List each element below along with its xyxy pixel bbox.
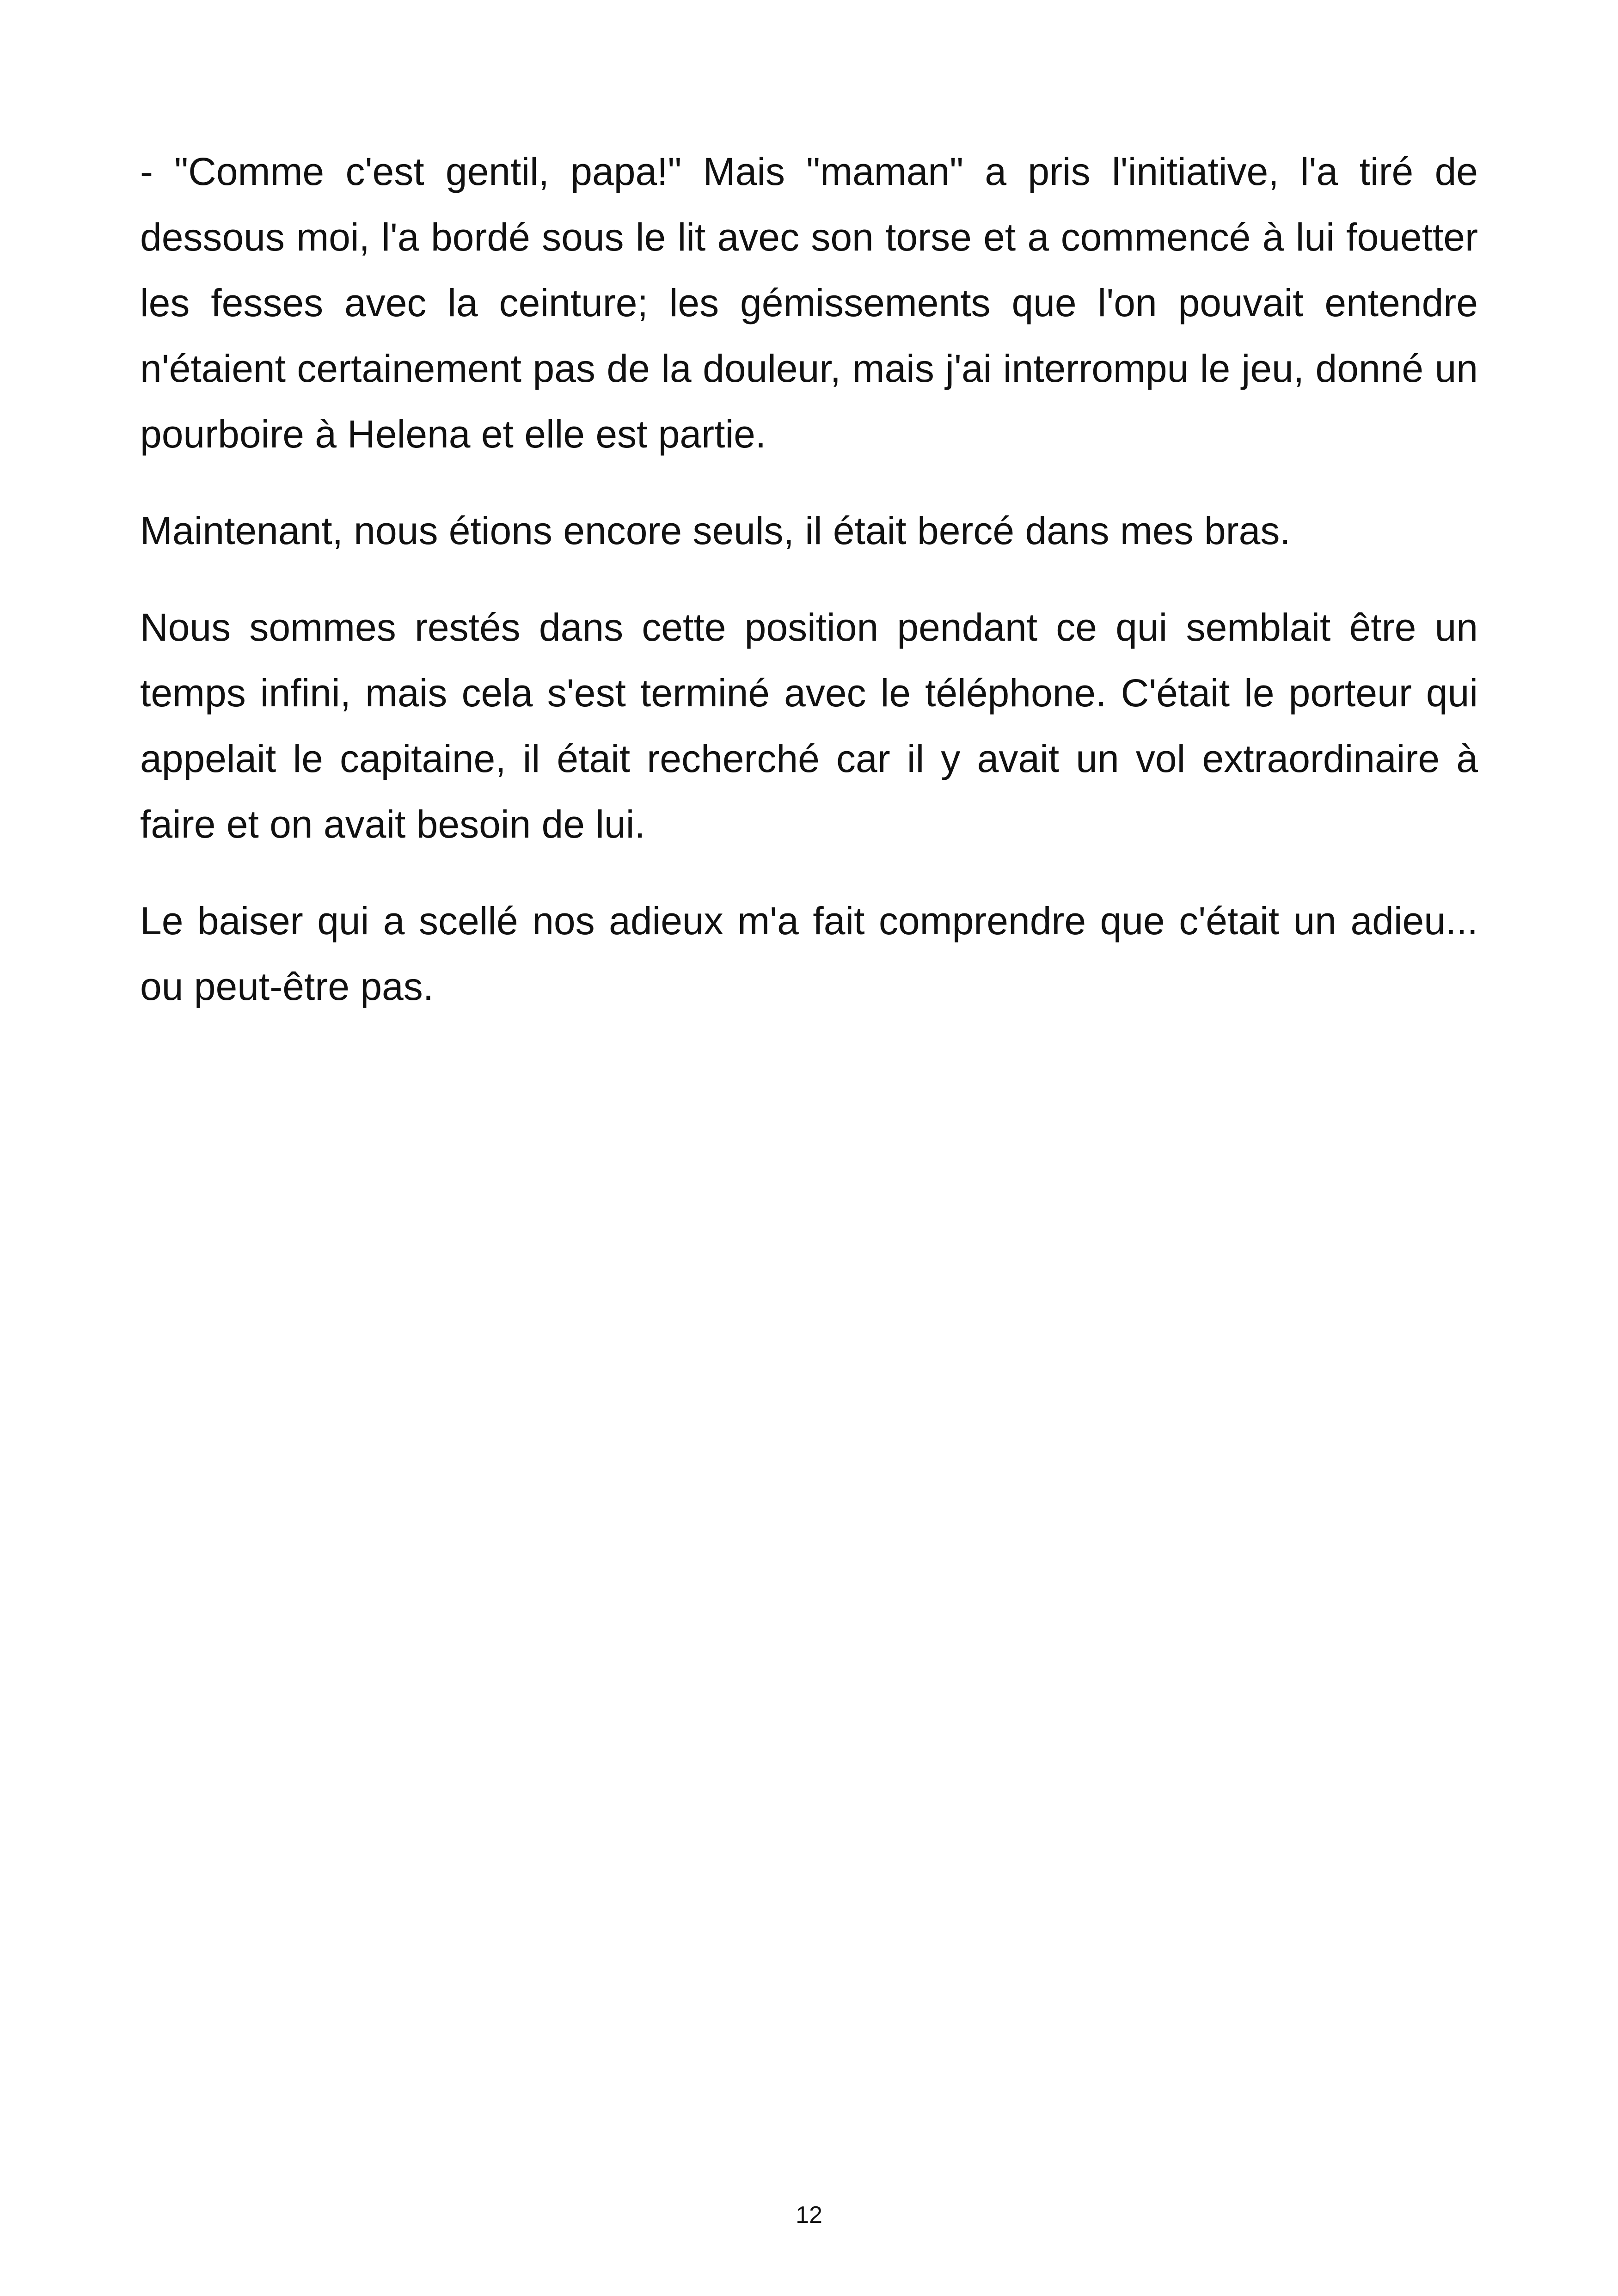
page-number: 12: [796, 2202, 822, 2229]
paragraph-4: Le baiser qui a scellé nos adieux m'a fait comprendre que c'était un adieu... ou peut-être pas.: [140, 899, 1478, 1008]
body-text: [140, 139, 1478, 1050]
paragraph-1: - "Comme c'est gentil, papa!" Mais "maman" a pris l'initiative, l'a tiré de dessous moi, l'a bordé sous le lit avec son torse et a commencé à lui fouetter les fesses avec la ceinture; les gémissements que l'on pouvait entendre n'étaient certainement pas de la douleur, mais j'ai interrompu le jeu, donné un pourboire à Helena et elle est partie.: [140, 150, 1478, 456]
paragraph-3: Nous sommes restés dans cette position pendant ce qui semblait être un temps infini, mais cela s'est terminé avec le téléphone. C'était le porteur qui appelait le capitaine, il était recherché car il y avait un vol extraordinaire à faire et on avait besoin de lui.: [140, 606, 1478, 846]
paragraph-2: Maintenant, nous étions encore seuls, il était bercé dans mes bras.: [140, 509, 1291, 552]
